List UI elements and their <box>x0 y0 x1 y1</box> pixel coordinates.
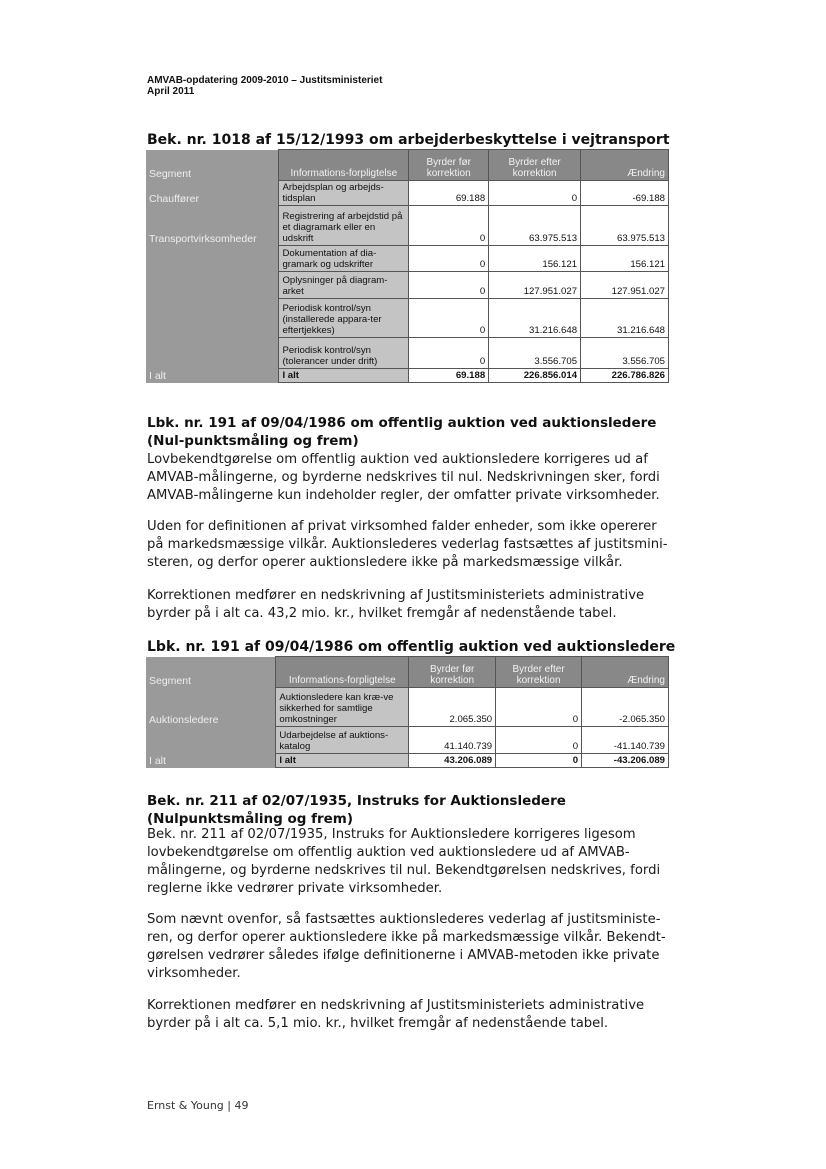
table1-segment <box>146 299 279 338</box>
table2-info: Udarbejdelse af auktions-katalog <box>276 727 409 754</box>
table1-change: -69.188 <box>581 181 669 206</box>
table2-total-change: -43.206.089 <box>582 754 669 768</box>
table-total-row <box>146 369 669 383</box>
table-row <box>146 272 669 299</box>
table1-before: 0 <box>409 338 489 369</box>
table1-before: 0 <box>409 299 489 338</box>
table1-change: 3.556.705 <box>581 338 669 369</box>
table1 <box>146 149 669 383</box>
table1-before: 0 <box>409 272 489 299</box>
table1-before: 69.188 <box>409 181 489 206</box>
table2-total-after: 0 <box>496 754 582 768</box>
section1-paragraph: Lovbekendtgørelse om offentlig auktion ved auktionsledere korrigeres ud af AMVAB-målingerne, og byrderne nedskrives til nul. Nedskrivningen sker, fordi AMVAB-målingerne kun indeholder regler, der omfatter private virksomheder. <box>147 452 660 503</box>
section2-paragraph: Korrektionen medfører en nedskrivning af Justitsministeriets administrative byrder på i alt ca. 5,1 mio. kr., hvilket fremgår af nedenstående tabel. <box>147 998 645 1031</box>
section2-paragraph: Bek. nr. 211 af 02/07/1935, Instruks for Auktionsledere korrigeres ligesom lovbekendtgørelse om offentlig auktion ved auktionsledere ud af AMVAB-målingerne, og byrderne nedskrives til nul. Bekendtgørelsen nedskrives, fordi reglerne ikke vedrører private virksomheder. <box>147 827 661 896</box>
table2-before: 2.065.350 <box>409 688 496 727</box>
table2-before: 41.140.739 <box>409 727 496 754</box>
table-row <box>146 246 669 272</box>
table1-segment <box>146 338 279 369</box>
table1-title: Bek. nr. 1018 af 15/12/1993 om arbejderbeskyttelse i vejtransport <box>147 132 670 148</box>
table1-info: Periodisk kontrol/syn (tolerancer under drift) <box>279 338 409 369</box>
table1-total-change: 226.786.826 <box>581 369 669 383</box>
table2-after: 0 <box>496 727 582 754</box>
table1-after: 0 <box>489 181 581 206</box>
table-row <box>146 206 669 246</box>
table1-change: 127.951.027 <box>581 272 669 299</box>
table2-total-segment: I alt <box>146 754 276 768</box>
table2-title: Lbk. nr. 191 af 09/04/1986 om offentlig auktion ved auktionsledere <box>147 639 676 655</box>
table-row <box>146 181 669 206</box>
header-title: AMVAB-opdatering 2009-2010 – Justitsministeriet <box>147 75 383 86</box>
table2-info: Auktionsledere kan kræ-ve sikkerhed for samtlige omkostninger <box>276 688 409 727</box>
table1-info: Registrering af arbejdstid på et diagramark eller en udskrift <box>279 206 409 246</box>
table1-segment <box>146 246 279 272</box>
table1-total-after: 226.856.014 <box>489 369 581 383</box>
table2-change: -2.065.350 <box>582 688 669 727</box>
table1-after: 3.556.705 <box>489 338 581 369</box>
table-row <box>146 299 669 338</box>
table-row <box>146 688 669 727</box>
table1-header-change: Ændring <box>581 150 669 181</box>
table1-segment: Chauffører <box>146 181 279 206</box>
table2-total-before: 43.206.089 <box>409 754 496 768</box>
table2-header-after: Byrder efter korrektion <box>496 657 582 688</box>
table1-header-before: Byrder før korrektion <box>409 150 489 181</box>
table2-segment: Auktionsledere <box>146 688 276 727</box>
table1-header-after: Byrder efter korrektion <box>489 150 581 181</box>
table1-before: 0 <box>409 246 489 272</box>
table1-after: 156.121 <box>489 246 581 272</box>
table2-change: -41.140.739 <box>582 727 669 754</box>
table-row <box>146 727 669 754</box>
section1-heading: Lbk. nr. 191 af 09/04/1986 om offentlig auktion ved auktionsledere (Nul-punktsmåling og frem) <box>147 415 657 449</box>
section2-heading: Bek. nr. 211 af 02/07/1935, Instruks for Auktionsledere (Nulpunktsmåling og frem) <box>147 793 566 827</box>
page-footer: Ernst & Young | 49 <box>147 1099 249 1112</box>
table-total-row <box>146 754 669 768</box>
table1-after: 31.216.648 <box>489 299 581 338</box>
table1-segment <box>146 272 279 299</box>
table1-segment: Transportvirksomheder <box>146 206 279 246</box>
table1-info: Arbejdsplan og arbejds-tidsplan <box>279 181 409 206</box>
table1-before: 0 <box>409 206 489 246</box>
table1-change: 31.216.648 <box>581 299 669 338</box>
table1-change: 156.121 <box>581 246 669 272</box>
section1-paragraph: Korrektionen medfører en nedskrivning af Justitsministeriets administrative byrder på i alt ca. 43,2 mio. kr., hvilket fremgår af nedenstående tabel. <box>147 588 645 621</box>
table2-header-change: Ændring <box>582 657 669 688</box>
table1-after: 63.975.513 <box>489 206 581 246</box>
table1-total-before: 69.188 <box>409 369 489 383</box>
section1-paragraph: Uden for definitionen af privat virksomhed falder enheder, som ikke opererer på markedsmæssige vilkår. Auktionslederes vederlag fastsættes af justitsmini-steren, og derfor operer auktionsledere ikke på markedsmæssige vilkår. <box>147 519 668 570</box>
table1-total-label: I alt <box>279 369 409 383</box>
table2-total-label: I alt <box>276 754 409 768</box>
table1-info: Periodisk kontrol/syn (installerede appara-ter eftertjekkes) <box>279 299 409 338</box>
table1-info: Oplysninger på diagram-arket <box>279 272 409 299</box>
table-row <box>146 338 669 369</box>
table1-info: Dokumentation af dia-gramark og udskrifter <box>279 246 409 272</box>
table2-segment <box>146 727 276 754</box>
table2 <box>146 656 669 768</box>
table1-change: 63.975.513 <box>581 206 669 246</box>
table1-header-info: Informations-forpligtelse <box>279 150 409 181</box>
header-date: April 2011 <box>147 86 195 97</box>
table2-after: 0 <box>496 688 582 727</box>
table1-total-segment: I alt <box>146 369 279 383</box>
table2-header-segment: Segment <box>146 657 276 688</box>
document-header <box>147 75 382 97</box>
table2-header-info: Informations-forpligtelse <box>276 657 409 688</box>
table2-header-before: Byrder før korrektion <box>409 657 496 688</box>
table1-header-segment: Segment <box>146 150 279 181</box>
section2-paragraph: Som nævnt ovenfor, så fastsættes auktionslederes vederlag af justitsministe-ren, og derfor operer auktionsledere ikke på markedsmæssige vilkår. Bekendt-gørelsen vedrører således ifølge definitionerne i AMVAB-metoden ikke private virksomheder. <box>147 912 666 981</box>
table1-after: 127.951.027 <box>489 272 581 299</box>
